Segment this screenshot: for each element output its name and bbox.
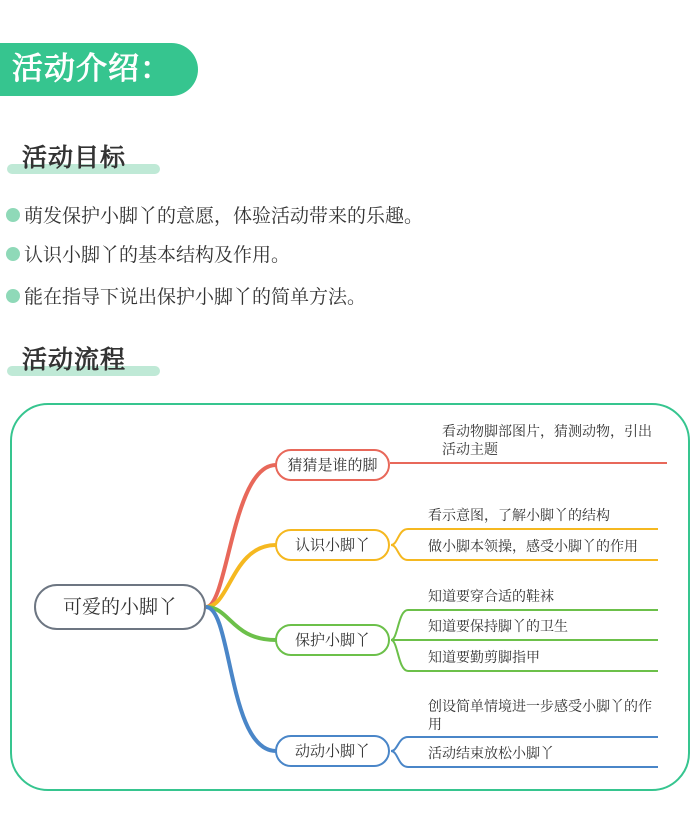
goal-text: 能在指导下说出保护小脚丫的简单方法。 [24, 286, 367, 308]
bullet-dot-icon [6, 289, 20, 303]
leaf-4-1: 创设简单情境进一步感受小脚丫的作用 [428, 699, 652, 733]
leaf-2-1: 看示意图，了解小脚丫的结构 [428, 508, 610, 524]
branch-guess-whose-feet: 猜猜是谁的脚 [275, 449, 390, 481]
leaf-2-2: 做小脚本领操，感受小脚丫的作用 [428, 539, 638, 555]
connector-branch-1 [206, 465, 276, 607]
leaf-3-3: 知道要勤剪脚指甲 [428, 650, 540, 666]
goal-text: 萌发保护小脚丫的意愿，体验活动带来的乐趣。 [24, 205, 424, 227]
bullet-dot-icon [6, 247, 20, 261]
branch-know-little-feet: 认识小脚丫 [275, 529, 390, 561]
leaf-3-2: 知道要保持脚丫的卫生 [428, 619, 568, 635]
goal-item-1 [6, 201, 423, 228]
leaf-1-1: 看动物脚部图片，猜测动物，引出活动主题 [442, 424, 652, 458]
goals-title: 活动目标 [22, 143, 127, 172]
branch-protect-little-feet: 保护小脚丫 [275, 624, 390, 656]
mindmap [10, 403, 690, 791]
section-badge-activity-intro [0, 43, 198, 96]
process-title: 活动流程 [22, 345, 127, 374]
branch-move-little-feet: 动动小脚丫 [275, 735, 390, 767]
leaf-4-2: 活动结束放松小脚丫 [428, 746, 554, 762]
activity-intro-title: 活动介绍： [12, 51, 172, 87]
goal-item-2 [6, 240, 290, 267]
goal-text: 认识小脚丫的基本结构及作用。 [24, 244, 291, 266]
leaf-3-1: 知道要穿合适的鞋袜 [428, 589, 554, 605]
goal-item-3 [6, 282, 366, 309]
mindmap-root: 可爱的小脚丫 [34, 584, 206, 630]
bullet-dot-icon [6, 208, 20, 222]
connector-branch-3 [206, 607, 276, 640]
